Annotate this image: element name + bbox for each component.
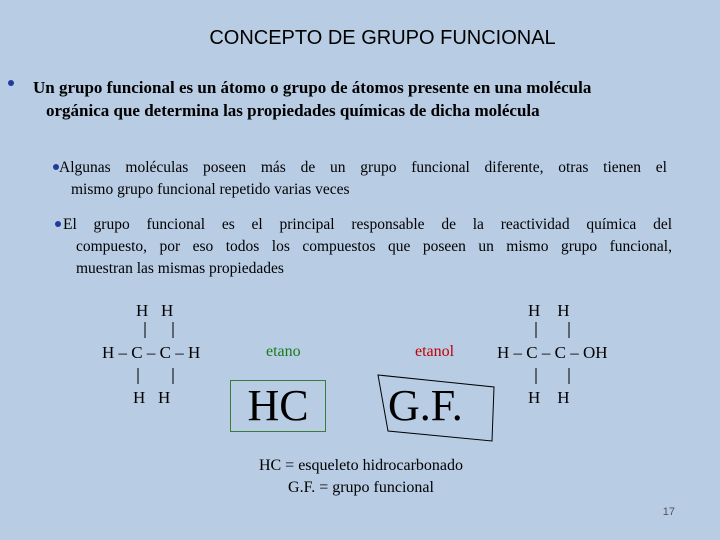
sub-bullet-2-line1: El grupo funcional es el principal responsable de la reactividad química del — [63, 216, 672, 233]
gf-label: G.F. — [388, 381, 463, 430]
bullet-dot — [55, 221, 61, 227]
sub-bullet-1-line1: Algunas moléculas poseen más de un grupo funcional diferente, otras tienen el — [59, 159, 667, 176]
legend-line2: G.F. = grupo funcional — [288, 479, 434, 496]
slide-title: CONCEPTO DE GRUPO FUNCIONAL — [209, 27, 556, 49]
ethane-top-h: H H — [136, 301, 174, 320]
legend — [230, 455, 492, 499]
label-etano: etano — [266, 343, 301, 360]
sub-bullet-1 — [53, 157, 667, 201]
bullet-dot — [53, 164, 59, 170]
sub-bullet-2-line2: compuesto, por eso todos los compuestos que poseen un mismo grupo funcional, — [76, 238, 672, 255]
ethanol-top-h: H H — [528, 301, 570, 320]
sub-bullet-2 — [55, 214, 672, 280]
hc-box — [230, 380, 326, 432]
ethane-bottom-h: H H — [133, 388, 171, 407]
sub-bullet-2-line3: muestran las mismas propiedades — [76, 260, 284, 277]
ethane-middle: H – C – C – H — [102, 343, 201, 362]
hc-label: HC — [247, 381, 309, 430]
bullet-dot — [8, 80, 14, 86]
ethanol-middle: H – C – C – OH — [497, 343, 608, 362]
page-number: 17 — [662, 506, 675, 518]
main-bullet — [8, 76, 708, 122]
ethanol-bottom-h: H H — [528, 388, 570, 407]
main-bullet-line1: Un grupo funcional es un átomo o grupo de átomos presente en una molécula — [33, 78, 592, 97]
main-bullet-line2: orgánica que determina las propiedades químicas de dicha molécula — [46, 101, 540, 120]
sub-bullet-1-line2: mismo grupo funcional repetido varias veces — [71, 181, 350, 198]
label-etanol: etanol — [415, 343, 455, 360]
legend-line1: HC = esqueleto hidrocarbonado — [258, 457, 464, 474]
